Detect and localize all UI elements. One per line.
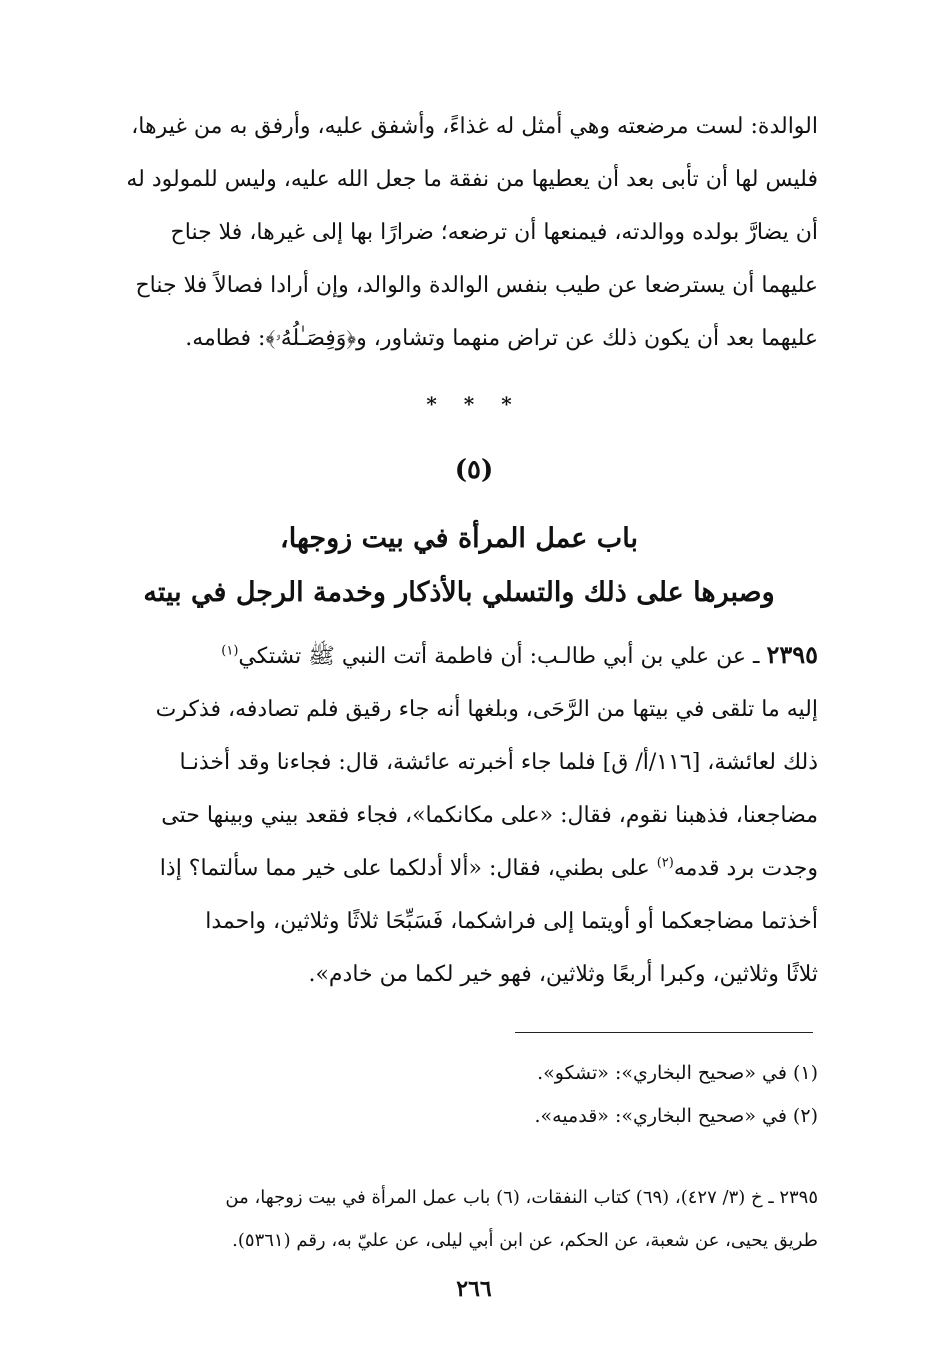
source-line: طريق يحيى، عن شعبة، عن الحكم، عن ابن أبي ليلى، عن عليّ به، رقم (٥٣٦١). [232,1230,818,1251]
chapter-title [100,512,818,620]
chapter-title-line: باب عمل المرأة في بيت زوجها، [280,523,638,554]
text-line: إليه ما تلقى في بيتها من الرَّحَى، وبلغها أنه جاء رقيق فلم تصادفه، فذكرت [155,697,818,722]
text-line: الوالدة: لست مرضعته وهي أمثل له غذاءً، وأشفق عليه، وأرفق به من غيرها، [131,114,818,139]
source-reference [100,1176,818,1262]
page-number: ٢٦٦ [456,1276,492,1302]
hadith-first-line: ـ عن علي بن أبي طالـب: أن فاطمة أتت النبي ﷺ تشتكي [238,644,760,669]
text-line: فليس لها أن تأبى بعد أن يعطيها من نفقة ما جعل الله عليه، وليس للمولود له [126,167,818,192]
text-line: أن يضارَّ بولده ووالدته، فيمنعها أن ترضعه؛ ضرارًا بها إلى غيرها، فلا جناح [170,220,818,245]
section-separator: * * * [426,392,522,416]
text-line: ثلاثًا وثلاثين، وكبرا أربعًا وثلاثين، فهو خير لكما من خادم». [308,962,818,987]
chapter-title-line: وصبرها على ذلك والتسلي بالأذكار وخدمة الرجل في بيته [143,577,775,608]
text-line [100,628,818,683]
source-line: ٢٣٩٥ ـ خ (٣/ ٤٢٧)، (٦٩) كتاب النفقات، (٦) باب عمل المرأة في بيت زوجها، من [225,1187,818,1208]
text-line: عليهما بعد أن يكون ذلك عن تراض منهما وتشاور، و﴿وَفِصَـٰلُهُۥ﴾: فطامه. [185,326,818,351]
footnote-marker: (١) [221,643,239,659]
footnote: (٢) في «صحيح البخاري»: «قدميه». [534,1105,818,1127]
footnote-divider [515,1032,813,1033]
footnote: (١) في «صحيح البخاري»: «تشكو». [537,1062,818,1084]
hadith-text: على بطني، فقال: «ألا أدلكما على خير مما سألتما؟ إذا [159,856,657,881]
text-line: مضاجعنا، فذهبنا نقوم، فقال: «على مكانكما»، فجاء فقعد بيني وبينها حتى [161,803,818,828]
footnotes [100,1052,818,1138]
hadith-paragraph [100,628,818,1001]
intro-paragraph [100,100,818,365]
footnote-marker: (٢) [656,855,674,871]
text-line: ذلك لعائشة، [١١٦/أ/ ق] فلما جاء أخبرته عائشة، قال: فجاءنا وقد أخذنـا [179,750,818,775]
text-line [100,842,818,895]
hadith-text: وجدت برد قدمه [673,856,818,881]
text-line: أخذتما مضاجعكما أو أويتما إلى فراشكما، فَسَبِّحَا ثلاثًا وثلاثين، واحمدا [205,909,818,934]
chapter-number: (٥) [454,455,494,485]
hadith-number: ٢٣٩٥ [766,640,818,669]
text-line: عليهما أن يسترضعا عن طيب بنفس الوالدة والوالد، وإن أرادا فصالاً فلا جناح [135,273,818,298]
